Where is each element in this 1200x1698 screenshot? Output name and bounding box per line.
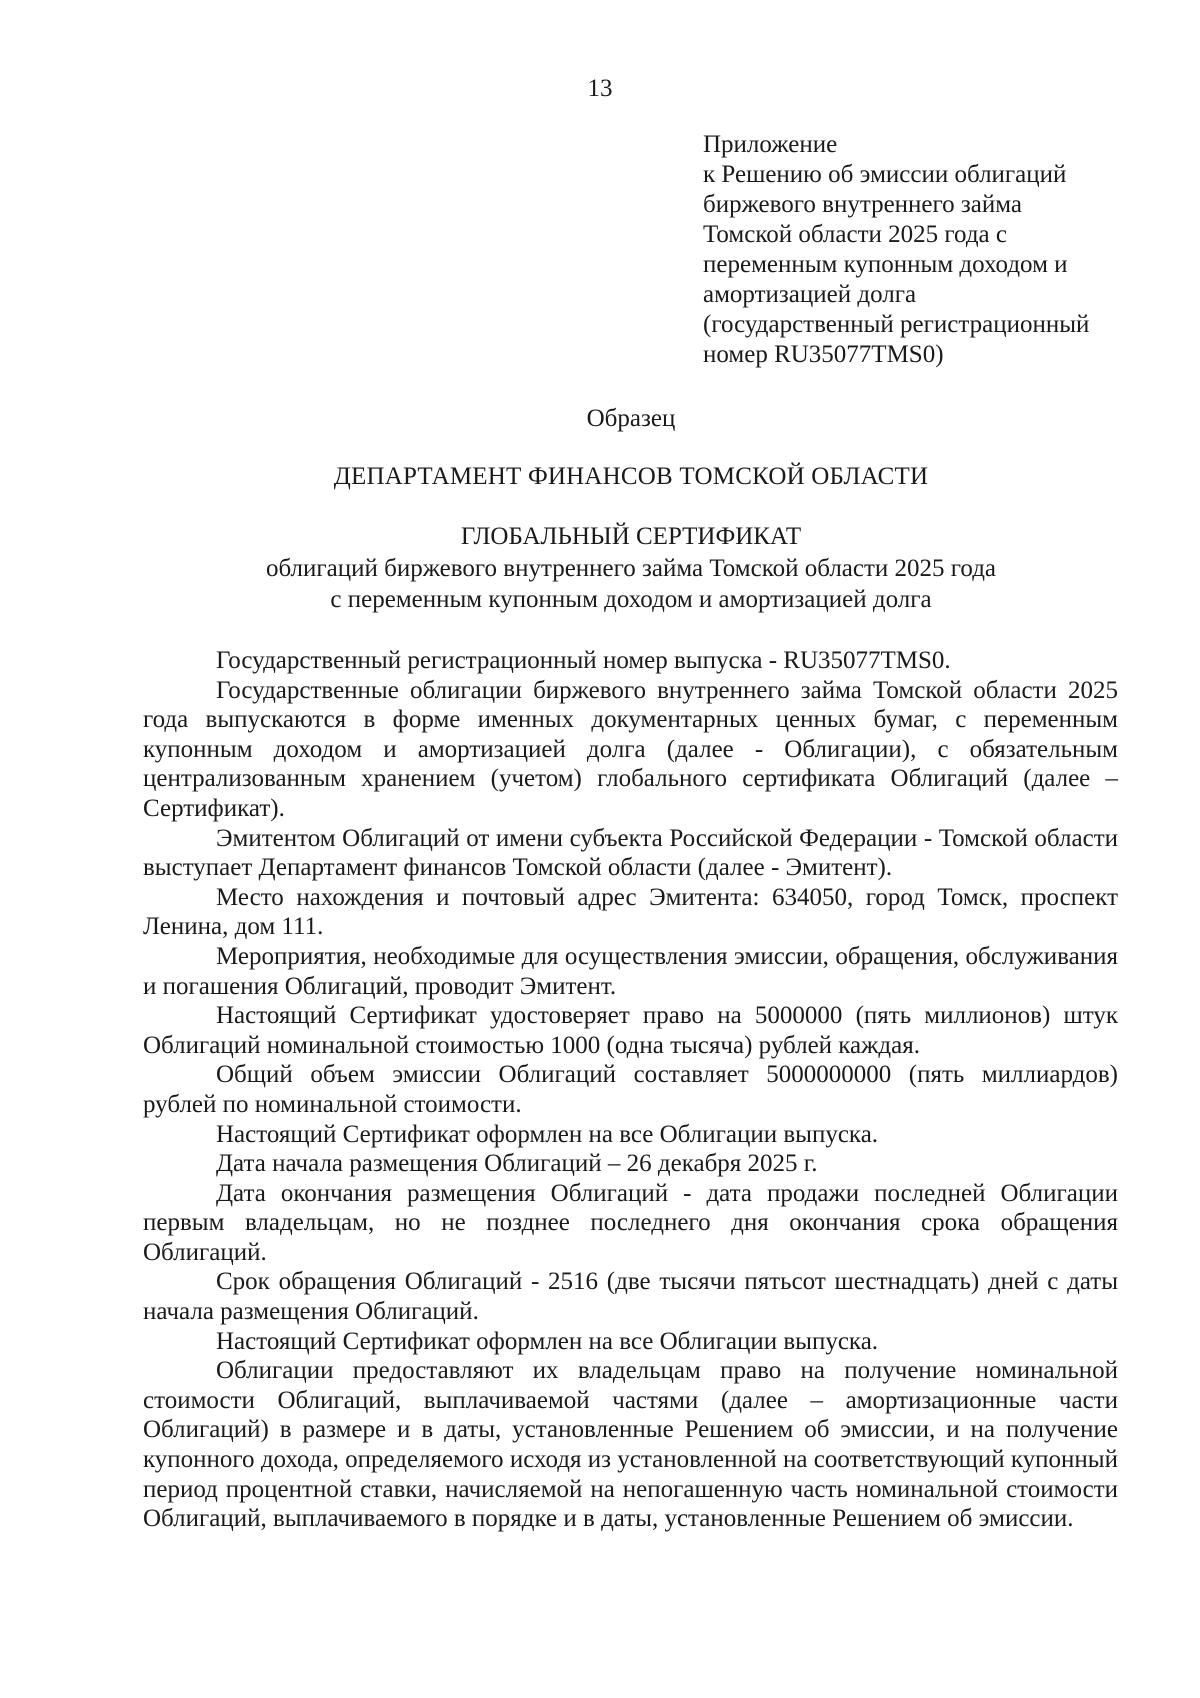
appendix-line: переменным купонным доходом и [703,251,1068,278]
appendix-line: (государственный регистрационный [703,311,1090,338]
appendix-line: номер RU35077TMS0) [703,341,944,368]
paragraph-certificate-scope: Настоящий Сертификат оформлен на все Облигации выпуска. [216,1120,879,1148]
certificate-subtitle-line: облигаций биржевого внутреннего займа Томской области 2025 года [265,555,997,582]
certificate-title: ГЛОБАЛЬНЫЙ СЕРТИФИКАТ [460,523,802,550]
sample-label: Образец [586,405,676,432]
appendix-block [703,130,1143,370]
appendix-line: Приложение [703,131,838,158]
appendix-line: амортизацией долга [703,281,917,308]
certificate-subtitle [0,553,1200,615]
paragraph-issuer: Эмитентом Облигаций от имени субъекта Российской Федерации - Томской области выступает Департамент финансов Томской области (далее - Эмитент). [143,824,1118,882]
department-heading: ДЕПАРТАМЕНТ ФИНАНСОВ ТОМСКОЙ ОБЛАСТИ [333,463,929,490]
paragraph-placement-start: Дата начала размещения Облигаций – 26 декабря 2025 г. [216,1150,818,1178]
appendix-line: Томской области 2025 года с [703,221,1007,248]
paragraph-bond-quantity: Настоящий Сертификат удостоверяет право на 5000000 (пять миллионов) штук Облигаций номинальной стоимостью 1000 (одна тысяча) рублей каждая. [143,1002,1118,1059]
paragraph-certificate-scope-repeat: Настоящий Сертификат оформлен на все Облигации выпуска. [216,1327,879,1355]
paragraph-activities: Мероприятия, необходимые для осуществления эмиссии, обращения, обслуживания и погашения Облигаций, проводит Эмитент. [143,942,1118,1000]
paragraph-issue-volume: Общий объем эмиссии Облигаций составляет 5000000000 (пять миллиардов) рублей по номинальной стоимости. [143,1061,1118,1118]
paragraph-placement-end: Дата окончания размещения Облигаций - дата продажи последней Облигации первым владельцам, но не позднее последнего дня окончания срока обращения Облигаций. [143,1179,1118,1266]
paragraph-holder-rights: Облигации предоставляют их владельцам право на получение номинальной стоимости Облигаций, выплачиваемой частями (далее – амортизационные части Облигаций) в размере и в даты, установленные Решением об эмиссии, и на получение купонного дохода, определяемого исходя из установленной на соответствующий купонный период процентной ставки, начисляемой на непогашенную часть номинальной стоимости Облигаций, выплачиваемого в порядке и в даты, установленные Решением об эмиссии. [143,1357,1118,1533]
certificate-body [143,646,1118,1534]
certificate-subtitle-line: с переменным купонным доходом и амортизацией долга [330,586,932,613]
appendix-line: биржевого внутреннего займа [703,191,1022,218]
paragraph-circulation-term: Срок обращения Облигаций - 2516 (две тысячи пятьсот шестнадцать) дней с даты начала размещения Облигаций. [143,1268,1118,1326]
page-number: 13 [587,75,613,102]
paragraph-issuer-address: Место нахождения и почтовый адрес Эмитента: 634050, город Томск, проспект Ленина, дом 111. [143,883,1118,941]
paragraph-registration-number: Государственный регистрационный номер выпуска - RU35077TMS0. [216,647,951,674]
appendix-line: к Решению об эмиссии облигаций [703,161,1067,188]
paragraph-bond-form: Государственные облигации биржевого внутреннего займа Томской области 2025 года выпускаются в форме именных документарных ценных бумаг, с переменным купонным доходом и амортизацией долга (далее - Облигации), с обязательным централизованным хранением (учетом) глобального сертификата Облигаций (далее – Сертификат). [143,676,1118,822]
